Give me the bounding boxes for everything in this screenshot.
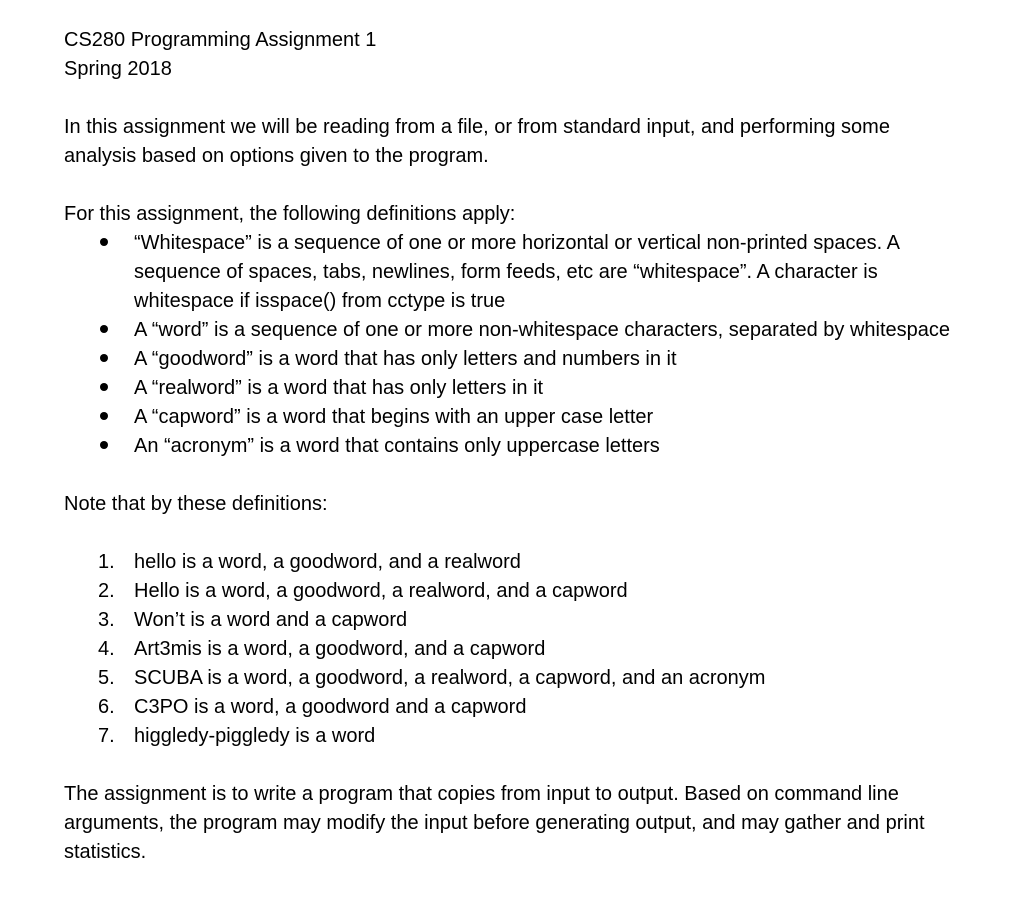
examples-list — [64, 548, 964, 751]
term-label: Spring 2018 — [64, 58, 172, 80]
definition-item: A “goodword” is a word that has only letters and numbers in it — [64, 345, 964, 374]
bullet-icon — [98, 229, 110, 258]
bullet-icon — [98, 345, 110, 374]
example-item: 6. C3PO is a word, a goodword and a capword — [98, 696, 527, 718]
definitions-list — [64, 229, 964, 461]
closing-paragraph: The assignment is to write a program that copies from input to output. Based on command line arguments, the program may modify the input before generating output, and may gather and print statistics. — [64, 783, 925, 863]
definitions-lead: For this assignment, the following definitions apply: — [64, 203, 516, 225]
bullet-icon — [98, 403, 110, 432]
course-title: CS280 Programming Assignment 1 — [64, 29, 377, 51]
definition-item: A “realword” is a word that has only letters in it — [64, 374, 964, 403]
example-item: 1. hello is a word, a goodword, and a realword — [98, 551, 521, 573]
example-item: 3. Won’t is a word and a capword — [98, 609, 408, 631]
bullet-icon — [98, 374, 110, 403]
bullet-icon — [98, 316, 110, 345]
definition-item: A “capword” is a word that begins with an upper case letter — [64, 403, 964, 432]
bullet-icon — [98, 432, 110, 461]
definition-item: “Whitespace” is a sequence of one or more horizontal or vertical non-printed spaces. A sequence of spaces, tabs, newlines, form feeds, etc are “whitespace”. A character is whitespace if isspace() from cctype is true — [64, 229, 964, 316]
definition-item: An “acronym” is a word that contains only uppercase letters — [64, 432, 964, 461]
intro-paragraph: In this assignment we will be reading from a file, or from standard input, and performing some analysis based on options given to the program. — [64, 116, 890, 167]
definition-item: A “word” is a sequence of one or more non-whitespace characters, separated by whitespace — [64, 316, 964, 345]
example-item: 7. higgledy-piggledy is a word — [98, 725, 376, 747]
example-item: 5. SCUBA is a word, a goodword, a realword, a capword, and an acronym — [98, 667, 766, 689]
example-item: 2. Hello is a word, a goodword, a realword, and a capword — [98, 580, 628, 602]
example-item: 4. Art3mis is a word, a goodword, and a capword — [98, 638, 546, 660]
note-lead: Note that by these definitions: — [64, 493, 328, 515]
